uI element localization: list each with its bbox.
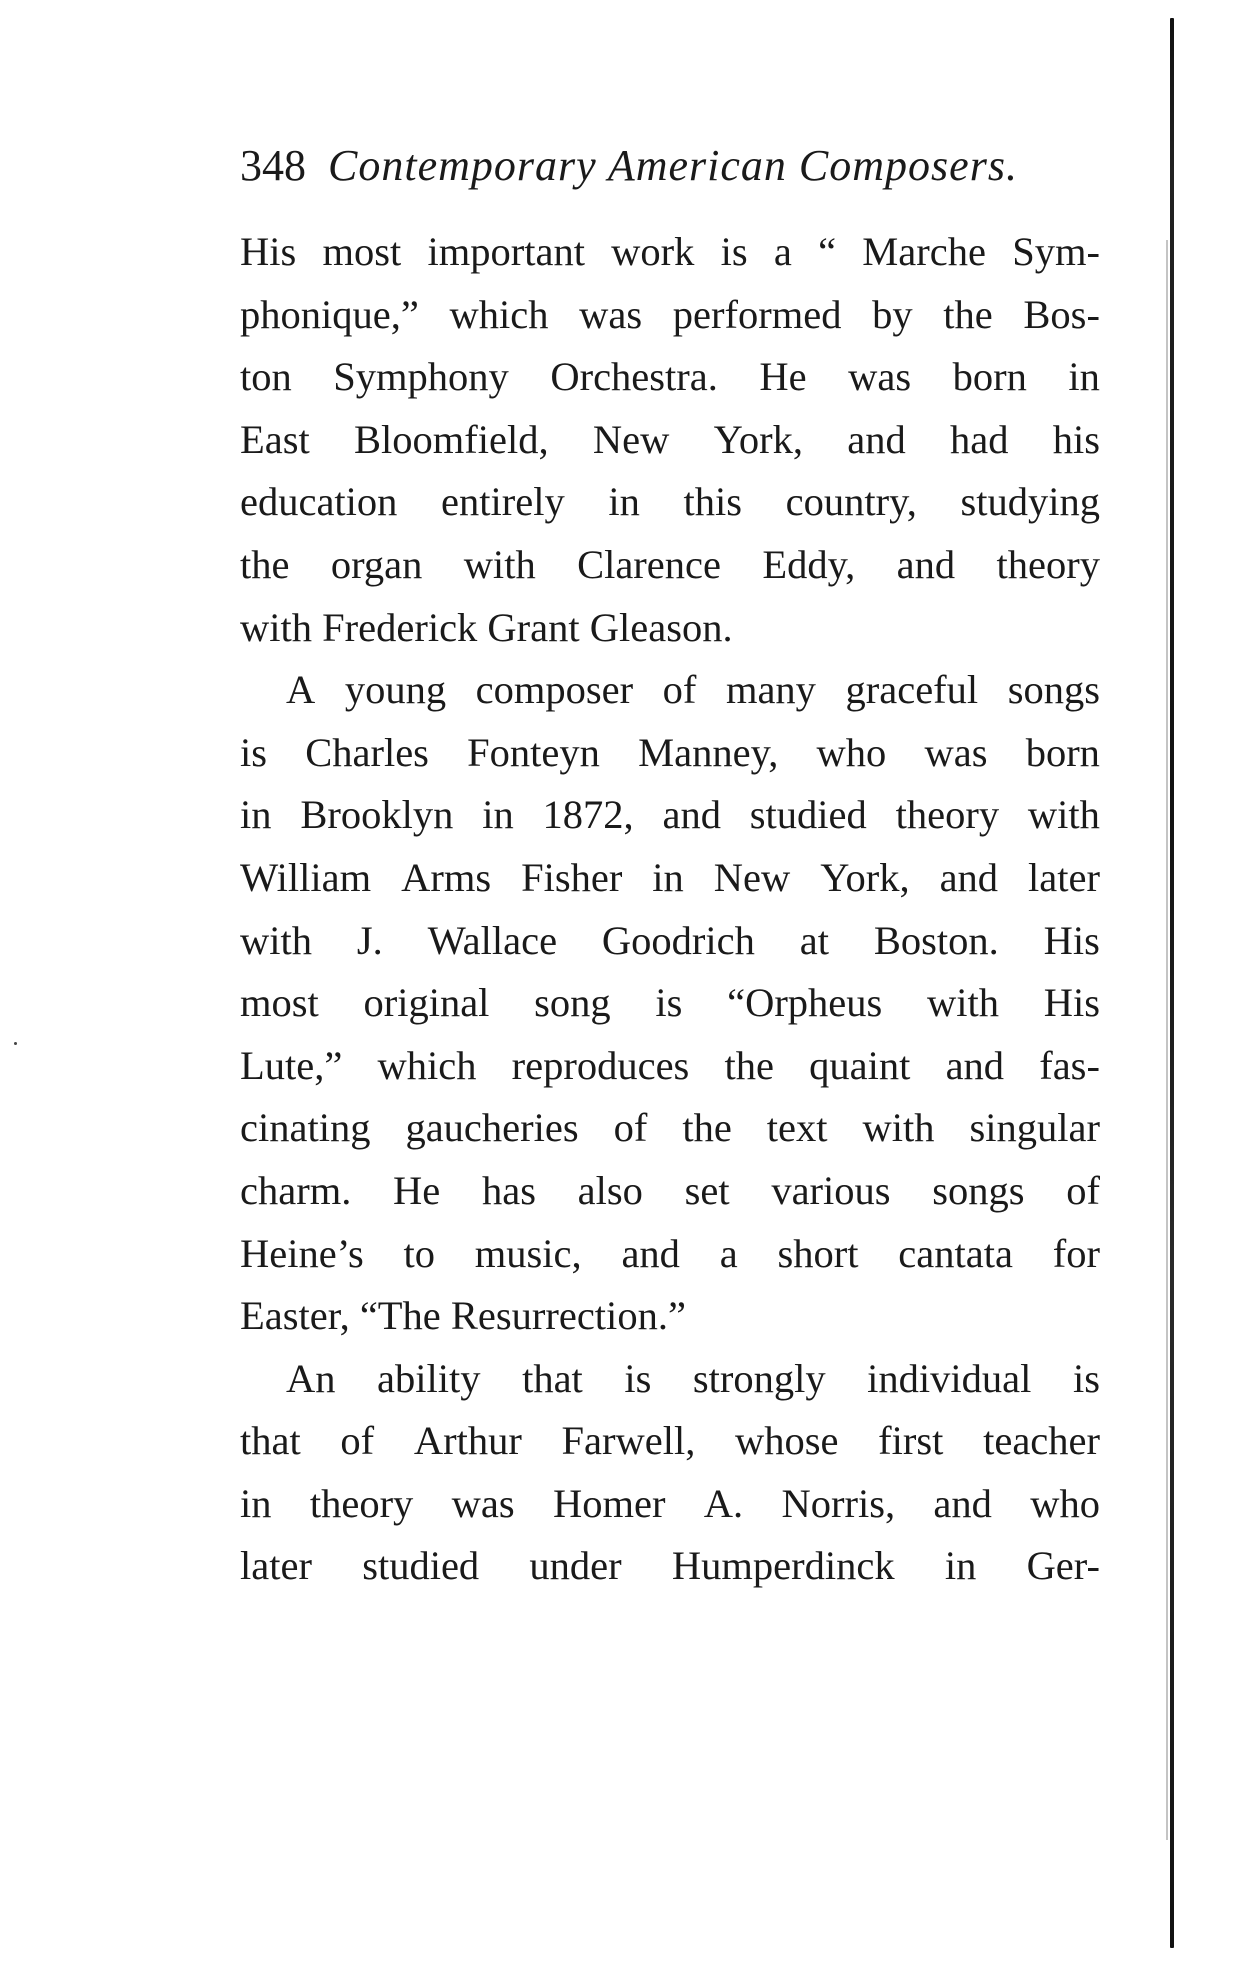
text-line: William Arms Fisher in New York, and later	[240, 854, 1100, 900]
text-line: phonique,” which was performed by the Bos-	[240, 291, 1100, 337]
text-line: A young composer of many graceful songs	[286, 667, 1100, 713]
binding-edge-line	[1170, 18, 1174, 1948]
text-line: with Frederick Grant Gleason.	[240, 604, 733, 650]
text-line: An ability that is strongly individual is	[286, 1355, 1100, 1401]
text-line: cinating gaucheries of the text with singular	[240, 1105, 1100, 1151]
text-line: education entirely in this country, studying	[240, 479, 1100, 525]
running-head	[240, 138, 1100, 194]
paragraph-2	[240, 659, 1100, 1348]
body-text	[240, 221, 1100, 1598]
page-number: 348	[240, 141, 306, 190]
text-line: Easter, “The Resurrection.”	[240, 1293, 686, 1339]
text-line: the organ with Clarence Eddy, and theory	[240, 541, 1100, 587]
text-line: East Bloomfield, New York, and had his	[240, 416, 1100, 462]
text-line: Heine’s to music, and a short cantata for	[240, 1230, 1100, 1276]
scan-speck	[14, 1042, 17, 1045]
text-line: charm. He has also set various songs of	[240, 1167, 1100, 1213]
text-line: in theory was Homer A. Norris, and who	[240, 1480, 1100, 1526]
text-line: His most important work is a “ Marche Sym-	[240, 229, 1100, 274]
paragraph-3	[240, 1348, 1100, 1598]
text-line: Lute,” which reproduces the quaint and fas-	[240, 1042, 1100, 1088]
text-line: that of Arthur Farwell, whose first teacher	[240, 1418, 1100, 1464]
text-line: later studied under Humperdinck in Ger-	[240, 1543, 1100, 1589]
text-line: is Charles Fonteyn Manney, who was born	[240, 729, 1100, 775]
text-line: with J. Wallace Goodrich at Boston. His	[240, 917, 1100, 963]
paragraph-1	[240, 221, 1100, 659]
text-line: most original song is “Orpheus with His	[240, 980, 1100, 1026]
running-title: Contemporary American Composers.	[328, 141, 1018, 190]
text-line: in Brooklyn in 1872, and studied theory with	[240, 792, 1100, 838]
binding-edge-shadow	[1166, 240, 1168, 1840]
text-line: ton Symphony Orchestra. He was born in	[240, 354, 1100, 400]
